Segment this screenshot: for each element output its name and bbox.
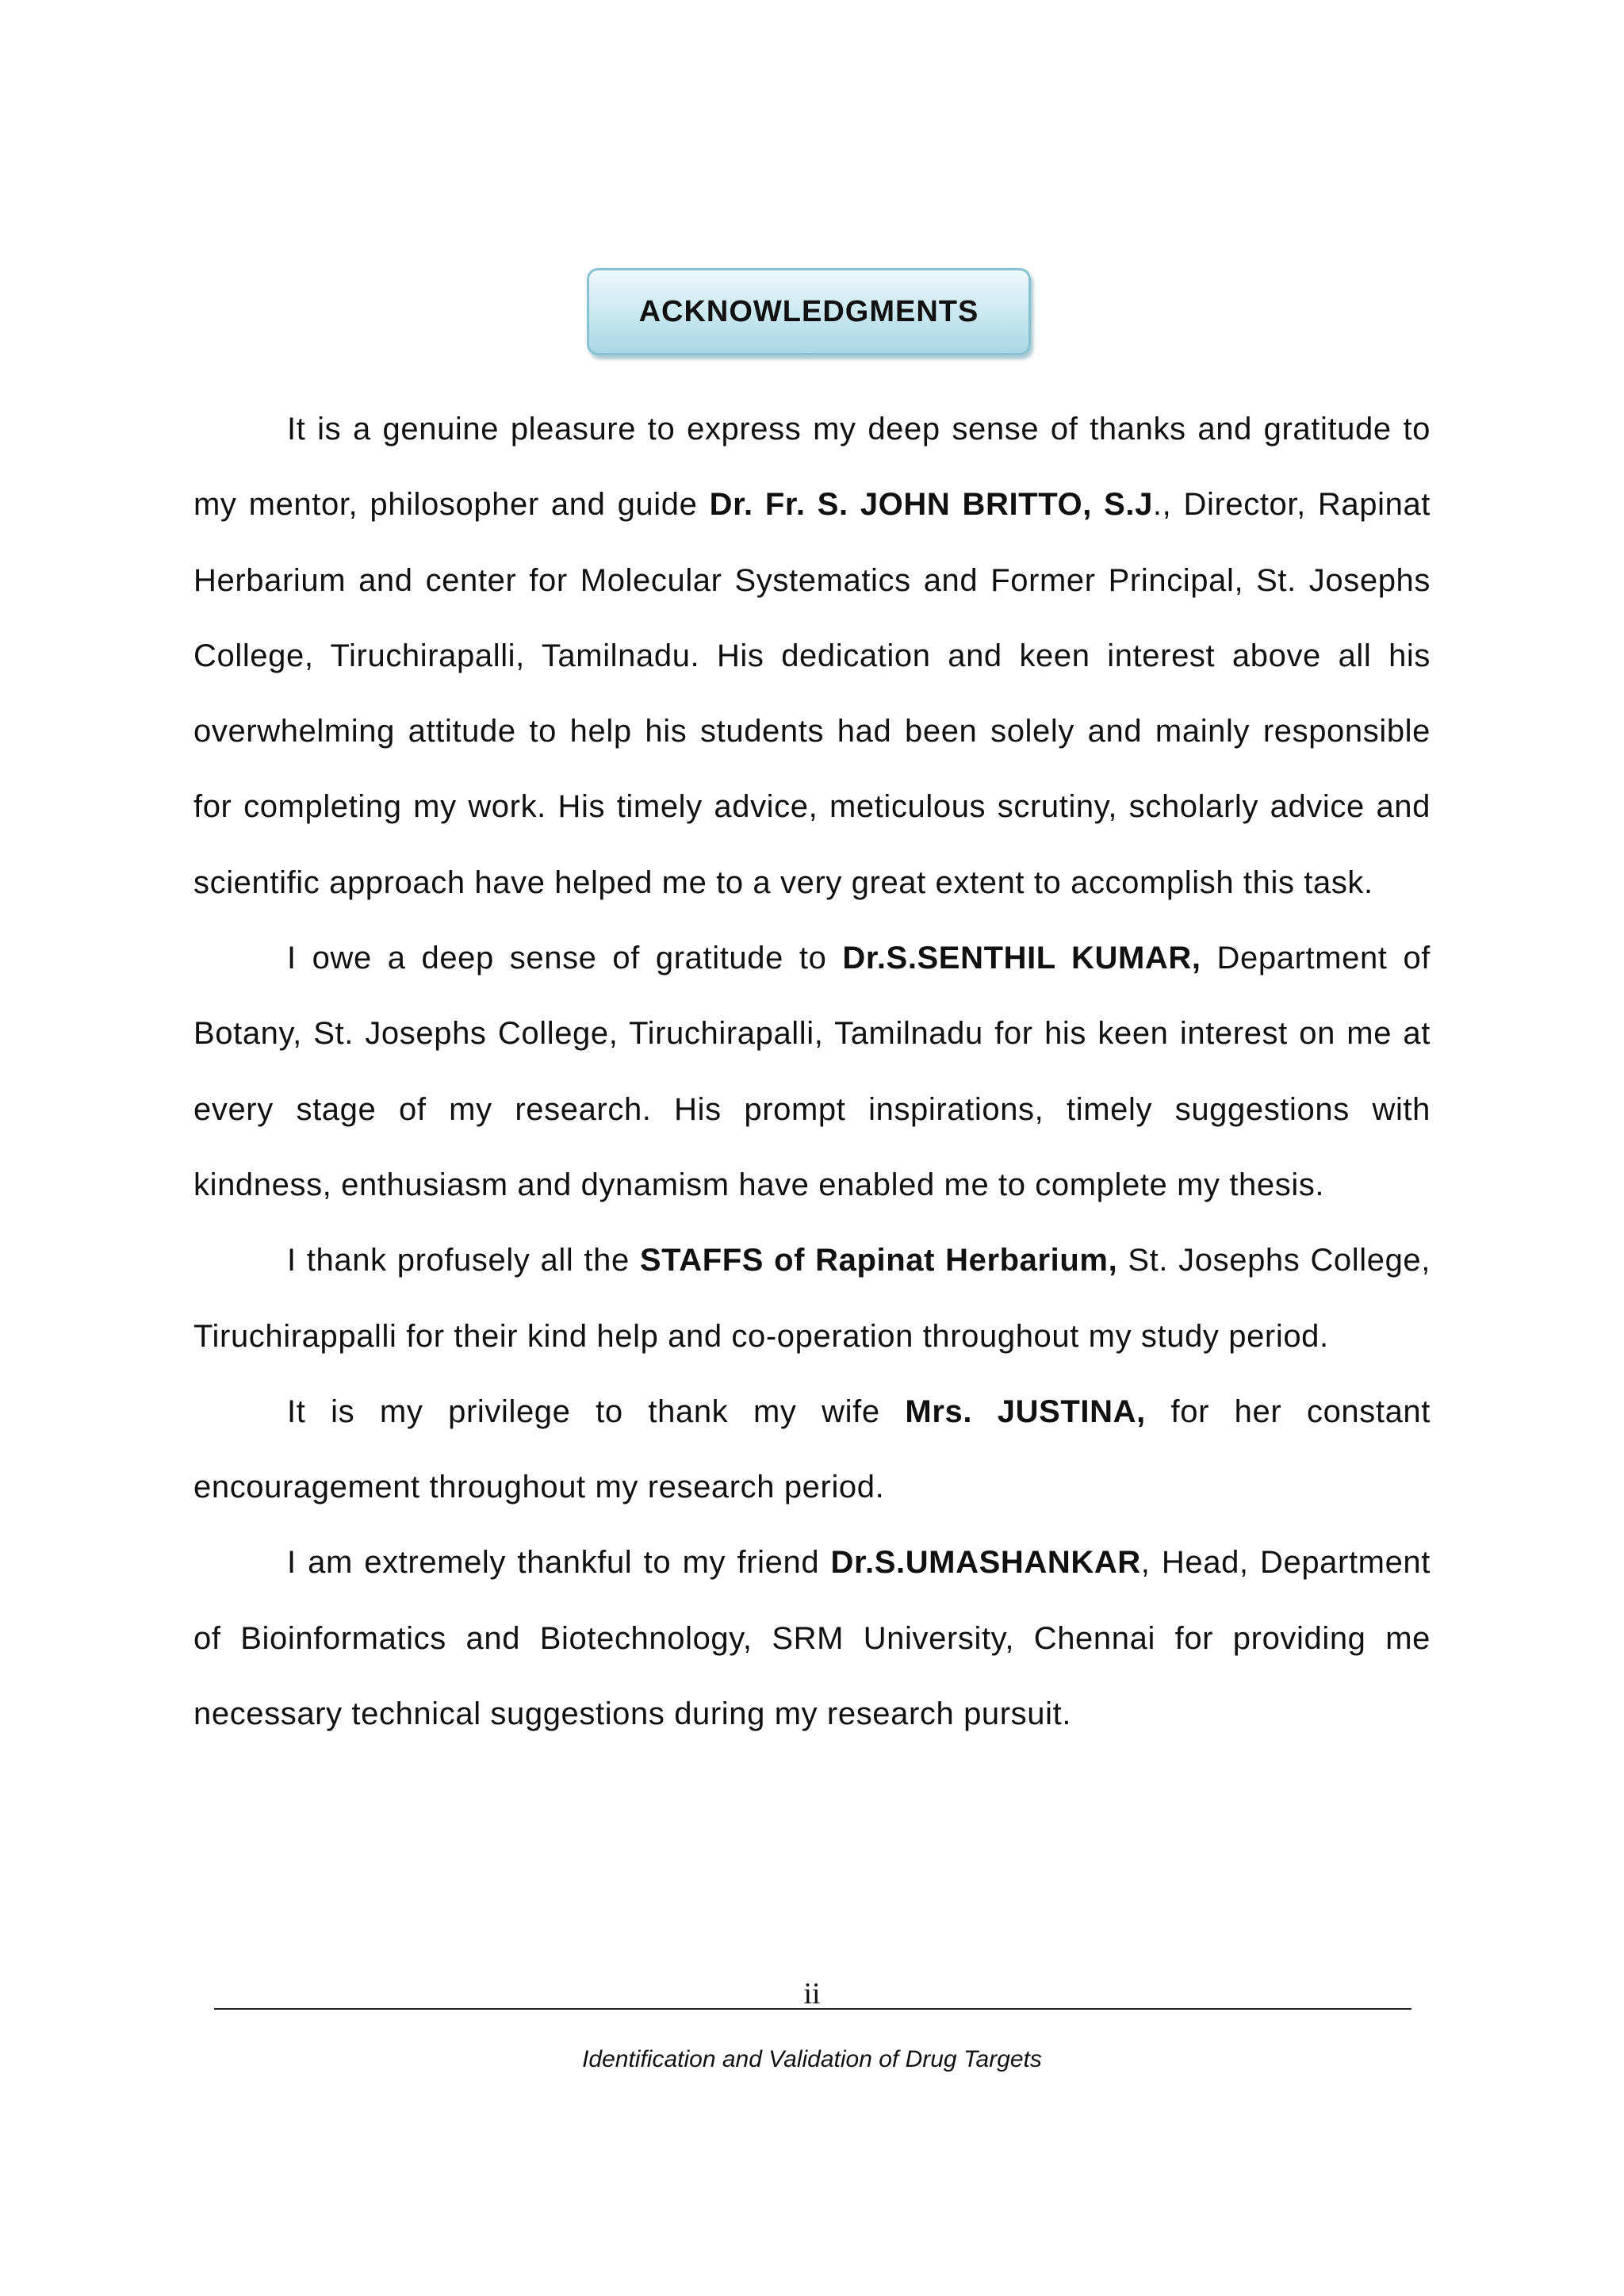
paragraph-mentor bbox=[193, 392, 1431, 921]
paragraph-text: I am extremely thankful to my friend bbox=[287, 1545, 831, 1581]
page-number: ii bbox=[803, 1977, 821, 2010]
person-name: Mrs. JUSTINA, bbox=[905, 1393, 1146, 1429]
person-name: Dr.S.SENTHIL KUMAR, bbox=[842, 941, 1201, 976]
paragraph-text: ., Director, Rapinat Herbarium and center for Molecular Systematics and Former Principal, St. Josephs College, Tiruchirapalli, Tamilnadu. His dedication and keen interest above all his overwhelming attitude to help his students had been solely and mainly responsible for completing my work. His timely advice, meticulous scrutiny, scholarly advice and scientific approach have helped me to a very great extent to accomplish this task. bbox=[193, 487, 1431, 900]
group-name: STAFFS of Rapinat Herbarium, bbox=[639, 1243, 1118, 1278]
paragraph-text: I thank profusely all the bbox=[287, 1243, 640, 1278]
person-name: Dr.S.UMASHANKAR bbox=[830, 1545, 1141, 1581]
paragraph-text: , Head, Department of Bioinformatics and Biotechnology, SRM University, Chennai for providing me necessary technical suggestions during my research pursuit. bbox=[193, 1545, 1431, 1732]
paragraph-co-guide bbox=[193, 921, 1431, 1223]
paragraph-friend bbox=[193, 1525, 1431, 1752]
paragraph-wife bbox=[193, 1374, 1431, 1526]
running-footer: Identification and Validation of Drug Targets bbox=[582, 2046, 1042, 2072]
heading-box bbox=[587, 268, 1031, 355]
paragraph-staff bbox=[193, 1223, 1431, 1374]
acknowledgments-body bbox=[193, 392, 1431, 1752]
paragraph-text: It is a genuine pleasure to express my deep sense of thanks and gratitude to my mentor, philosopher and guide bbox=[193, 412, 1431, 523]
paragraph-text: It is my privilege to thank my wife bbox=[287, 1393, 906, 1429]
paragraph-text: for her constant encouragement throughout my research period. bbox=[193, 1393, 1431, 1505]
person-name: Dr. Fr. S. JOHN BRITTO, S.J bbox=[709, 487, 1153, 523]
paragraph-text: Department of Botany, St. Josephs College, Tiruchirapalli, Tamilnadu for his keen interest on me at every stage of my research. His prompt inspirations, timely suggestions with kindness, enthusiasm and dynamism have enabled me to complete my thesis. bbox=[193, 941, 1431, 1202]
footer-divider bbox=[214, 2008, 1411, 2010]
paragraph-text: I owe a deep sense of gratitude to bbox=[287, 941, 843, 976]
paragraph-text: St. Josephs College, Tiruchirappalli for their kind help and co-operation throughout my study period. bbox=[193, 1243, 1431, 1354]
page-heading: ACKNOWLEDGMENTS bbox=[638, 294, 979, 328]
